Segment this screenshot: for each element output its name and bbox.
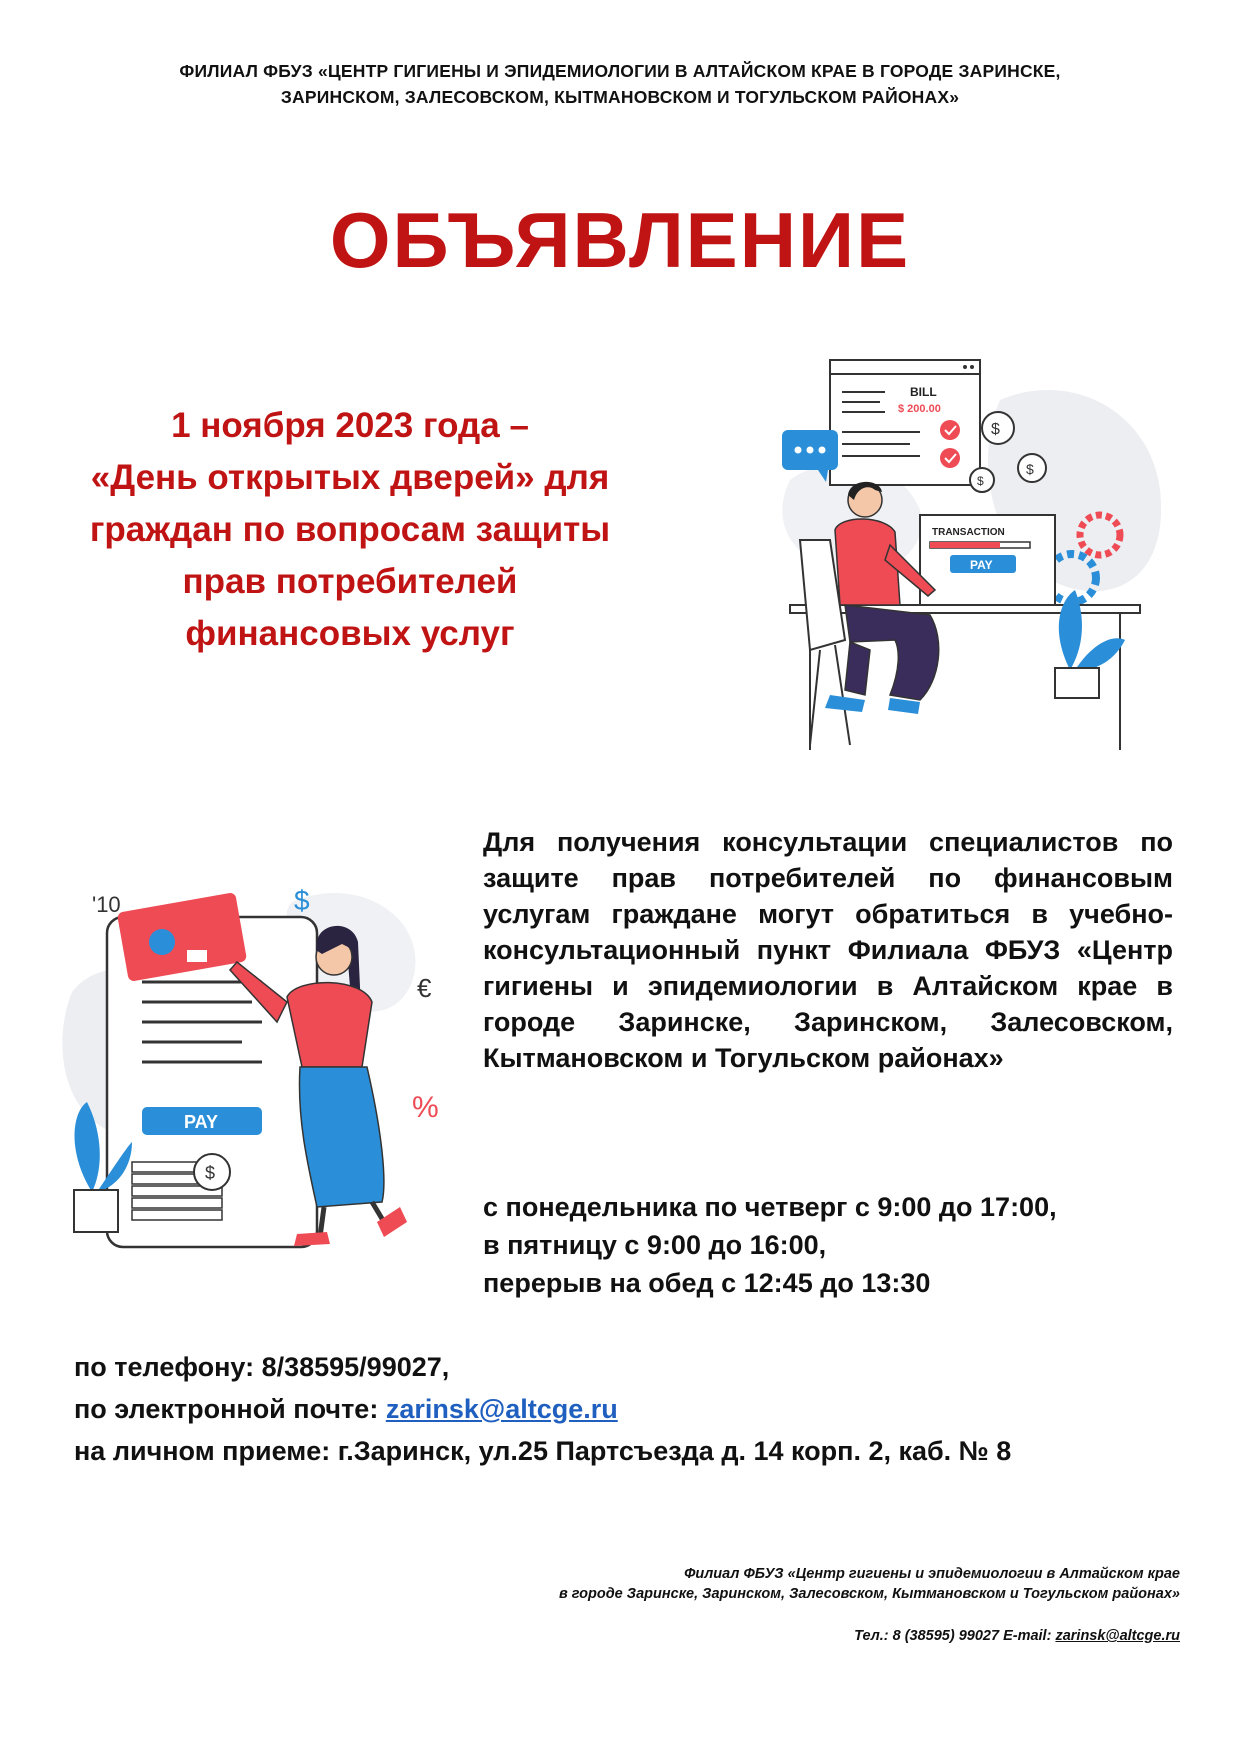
headline-line-2: «День открытых дверей» для	[90, 458, 610, 497]
transaction-label: TRANSACTION	[932, 527, 1005, 538]
headline-line-5: финансовых услуг	[185, 614, 515, 653]
svg-text:$: $	[1026, 461, 1034, 477]
bill-window	[830, 360, 980, 485]
desk	[790, 605, 1140, 613]
payment-computer-illustration	[770, 350, 1170, 760]
hours-mon-thu: с понедельника по четверг с 9:00 до 17:00,	[483, 1192, 1057, 1222]
plant-icon	[1059, 590, 1082, 670]
contact-email-label: по электронной почте:	[74, 1394, 386, 1424]
footer	[380, 1564, 1180, 1646]
number-ten-symbol: '10	[92, 892, 121, 917]
working-hours	[483, 1188, 1183, 1302]
coin-icon	[970, 468, 994, 492]
event-headline	[70, 400, 630, 660]
mobile-payment-illustration	[62, 862, 462, 1262]
coin-stack-icon	[132, 1154, 230, 1220]
dollar-symbol: $	[294, 885, 310, 916]
hours-fri: в пятницу с 9:00 до 16:00,	[483, 1230, 827, 1260]
phone-pay-label: PAY	[184, 1112, 219, 1132]
coin-icon	[982, 412, 1014, 444]
headline-line-1: 1 ноября 2023 года –	[171, 406, 529, 445]
headline-line-3: граждан по вопросам защиты	[89, 510, 611, 549]
contact-info	[74, 1346, 1204, 1472]
bill-label: BILL	[910, 385, 937, 399]
euro-symbol: €	[417, 973, 432, 1003]
hours-lunch: перерыв на обед с 12:45 до 13:30	[483, 1268, 931, 1298]
header-line-2: ЗАРИНСКОМ, ЗАЛЕСОВСКОМ, КЫТМАНОВСКОМ И ТОГУЛЬСКОМ РАЙОНАХ»	[280, 87, 960, 107]
check-icon	[940, 448, 960, 468]
contact-address: на личном приеме: г.Заринск, ул.25 Партсъезда д. 14 корп. 2, каб. № 8	[74, 1436, 1012, 1466]
woman-skirt	[299, 1067, 383, 1207]
bill-amount: $ 200.00	[898, 403, 941, 415]
coin-icon	[1018, 454, 1046, 482]
svg-text:$: $	[991, 421, 1000, 438]
contact-phone: по телефону: 8/38595/99027,	[74, 1352, 450, 1382]
footer-tel: Тел.: 8 (38595) 99027 E-mail:	[854, 1628, 1056, 1644]
footer-email-link[interactable]: zarinsk@altcge.ru	[1055, 1628, 1180, 1644]
svg-text:$: $	[977, 474, 984, 488]
consultation-info: Для получения консультации специалистов по защите прав потребителей по финансовым услугам граждане могут обратиться в учебно-консультационный пункт Филиала ФБУЗ «Центр гигиены и эпидемиологии в Алтайском крае в городе Заринске, Заринском, Залесовском, Кытмановском и Тогульском районах»	[483, 827, 1173, 1073]
contact-email-row	[74, 1388, 1204, 1430]
monitor-pay-label: PAY	[970, 558, 993, 572]
announcement-title: ОБЪЯВЛЕНИЕ	[329, 196, 911, 284]
organization-header	[60, 58, 1180, 110]
headline-line-4: прав потребителей	[182, 562, 518, 601]
svg-text:$: $	[205, 1163, 216, 1183]
footer-line-2: в городе Заринске, Заринском, Залесовском, Кытмановском и Тогульском районах»	[558, 1586, 1180, 1602]
footer-contacts	[380, 1626, 1180, 1646]
check-icon	[940, 420, 960, 440]
header-line-1: ФИЛИАЛ ФБУЗ «ЦЕНТР ГИГИЕНЫ И ЭПИДЕМИОЛОГИИ В АЛТАЙСКОМ КРАЕ В ГОРОДЕ ЗАРИНСКЕ,	[179, 61, 1061, 81]
percent-symbol: %	[412, 1091, 439, 1124]
woman-top	[287, 983, 372, 1067]
footer-line-1: Филиал ФБУЗ «Центр гигиены и эпидемиологии в Алтайском крае	[684, 1566, 1180, 1582]
contact-email-link[interactable]: zarinsk@altcge.ru	[385, 1394, 618, 1424]
